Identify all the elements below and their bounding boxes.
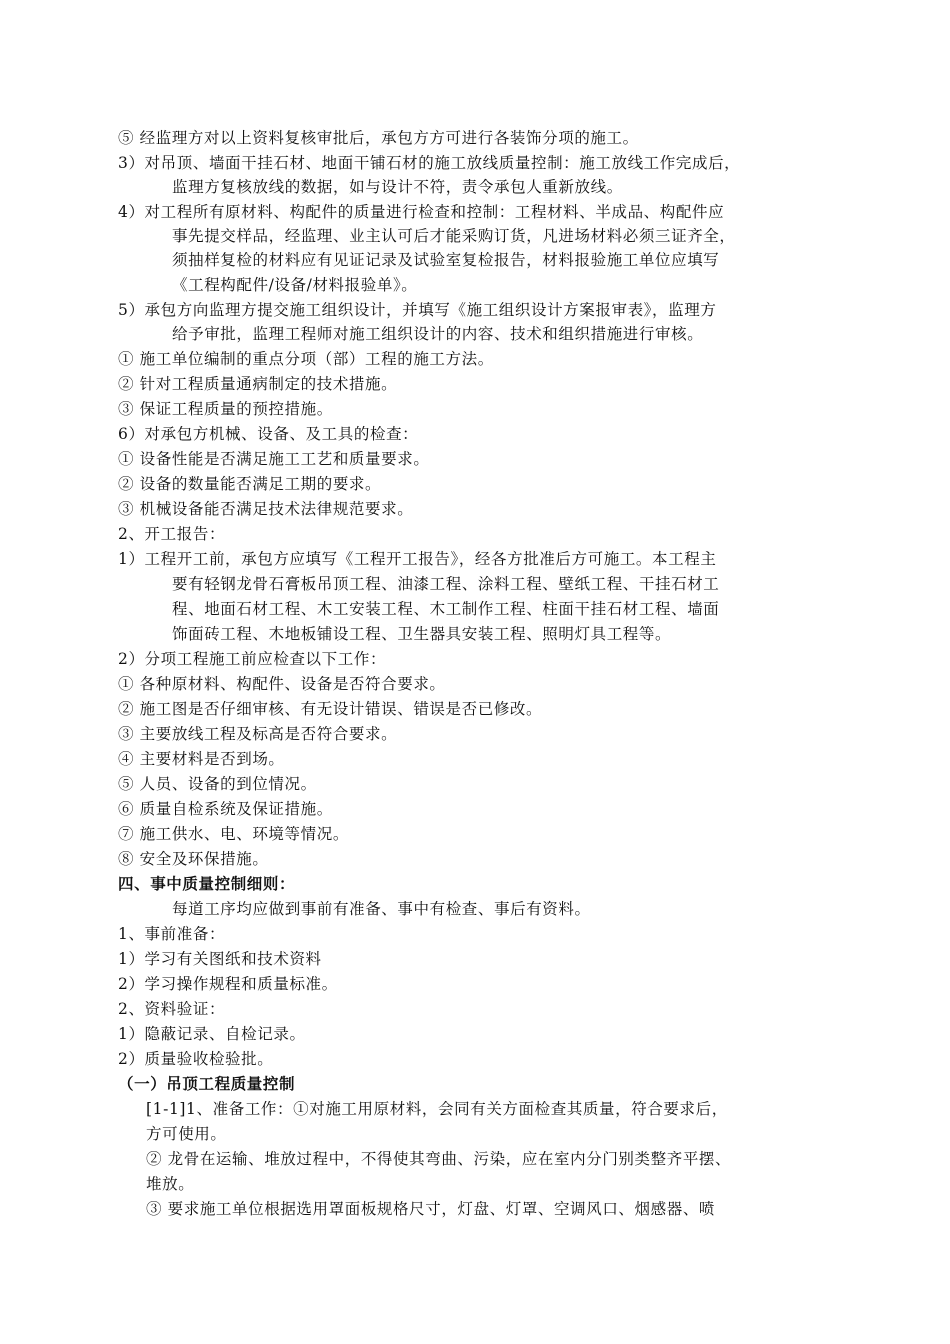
- text-line: 2）质量验收检验批。: [118, 1050, 274, 1068]
- text-line: ⑧ 安全及环保措施。: [118, 850, 269, 868]
- text-line: 给予审批，监理工程师对施工组织设计的内容、技术和组织措施进行审核。: [172, 325, 704, 343]
- text-line: 1）学习有关图纸和技术资料: [118, 950, 322, 968]
- text-line: ① 施工单位编制的重点分项（部）工程的施工方法。: [118, 350, 494, 368]
- text-line: ① 各种原材料、构配件、设备是否符合要求。: [118, 675, 446, 693]
- text-line: ② 设备的数量能否满足工期的要求。: [118, 475, 382, 493]
- text-line: ⑤ 经监理方对以上资料复核审批后，承包方方可进行各装饰分项的施工。: [118, 129, 639, 147]
- text-line: ③ 保证工程质量的预控措施。: [118, 400, 333, 418]
- text-line: 2、开工报告：: [118, 525, 226, 543]
- text-line: 程、地面石材工程、木工安装工程、木工制作工程、柱面干挂石材工程、墙面: [172, 600, 720, 618]
- subsection-heading: （一）吊顶工程质量控制: [118, 1074, 296, 1093]
- text-line: 4）对工程所有原材料、构配件的质量进行检查和控制：工程材料、半成品、构配件应: [118, 203, 725, 221]
- text-line: 方可使用。: [146, 1125, 227, 1143]
- text-line: ③ 机械设备能否满足技术法律规范要求。: [118, 500, 414, 518]
- text-line: ③ 要求施工单位根据选用罩面板规格尺寸，灯盘、灯罩、空调风口、烟感器、喷: [146, 1200, 716, 1218]
- text-line: 要有轻钢龙骨石膏板吊顶工程、油漆工程、涂料工程、壁纸工程、干挂石材工: [172, 575, 720, 593]
- text-line: 5）承包方向监理方提交施工组织设计，并填写《施工组织设计方案报审表》，监理方: [118, 301, 717, 319]
- text-line: 堆放。: [146, 1175, 195, 1193]
- text-line: 2）分项工程施工前应检查以下工作：: [118, 650, 387, 668]
- text-line: 1）隐蔽记录、自检记录。: [118, 1025, 306, 1043]
- text-line: 须抽样复检的材料应有见证记录及试验室复检报告，材料报验施工单位应填写: [172, 251, 720, 269]
- text-line: 饰面砖工程、木地板铺设工程、卫生器具安装工程、照明灯具工程等。: [172, 625, 672, 643]
- text-line: ③ 主要放线工程及标高是否符合要求。: [118, 725, 398, 743]
- text-line: ⑥ 质量自检系统及保证措施。: [118, 800, 333, 818]
- text-line: ⑤ 人员、设备的到位情况。: [118, 775, 317, 793]
- text-line: 1、事前准备：: [118, 925, 226, 943]
- text-line: 事先提交样品，经监理、业主认可后才能采购订货，凡进场材料必须三证齐全，: [172, 227, 736, 245]
- text-line: 监理方复核放线的数据，如与设计不符，责令承包人重新放线。: [172, 178, 623, 196]
- text-line: [1-1]1、准备工作：①对施工用原材料，会同有关方面检查其质量，符合要求后，: [146, 1100, 728, 1118]
- text-line: ④ 主要材料是否到场。: [118, 750, 285, 768]
- text-line: 1）工程开工前，承包方应填写《工程开工报告》，经各方批准后方可施工。本工程主: [118, 550, 717, 568]
- text-line: 6）对承包方机械、设备、及工具的检查：: [118, 425, 419, 443]
- text-line: 2、资料验证：: [118, 1000, 226, 1018]
- text-line: ② 针对工程质量通病制定的技术措施。: [118, 375, 398, 393]
- text-line: 3）对吊顶、墙面干挂石材、地面干铺石材的施工放线质量控制：施工放线工作完成后，: [118, 154, 741, 172]
- text-line: ① 设备性能是否满足施工工艺和质量要求。: [118, 450, 430, 468]
- text-line: ② 龙骨在运输、堆放过程中，不得使其弯曲、污染，应在室内分门别类整齐平摆、: [146, 1150, 732, 1168]
- text-line: ⑦ 施工供水、电、环境等情况。: [118, 825, 349, 843]
- text-line: ② 施工图是否仔细审核、有无设计错误、错误是否已修改。: [118, 700, 543, 718]
- text-line: 《工程构配件/设备/材料报验单》。: [172, 276, 418, 294]
- text-line: 2）学习操作规程和质量标准。: [118, 975, 338, 993]
- section-heading: 四、事中质量控制细则：: [118, 874, 296, 893]
- text-line: 每道工序均应做到事前有准备、事中有检查、事后有资料。: [172, 900, 591, 918]
